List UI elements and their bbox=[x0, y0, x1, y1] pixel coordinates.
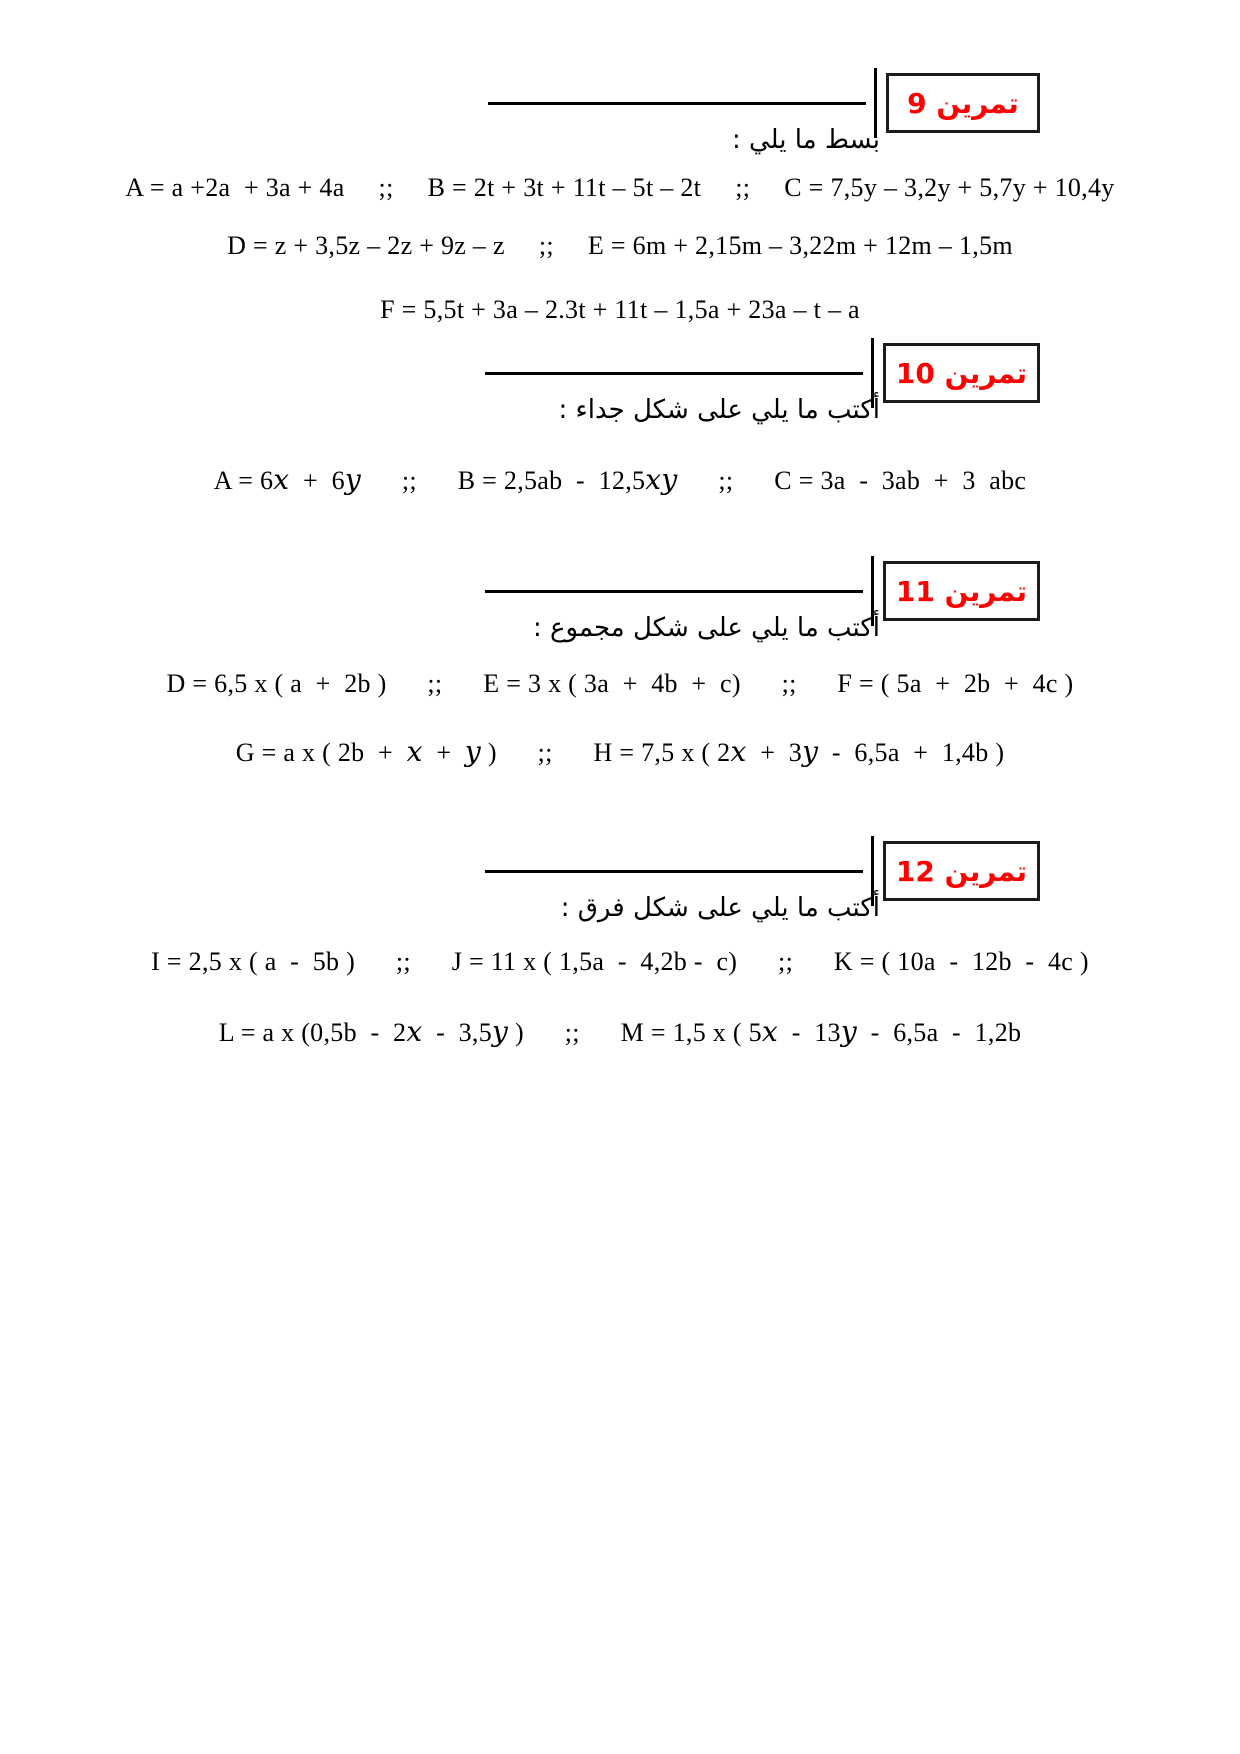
equation-line bbox=[0, 460, 1240, 501]
equation-line bbox=[0, 942, 1240, 982]
equation-line bbox=[0, 1012, 1240, 1053]
equation-text: D = 6,5 x ( a + 2b ) ;; E = 3 x ( 3a + 4b + c) ;; F = ( 5a + 2b + 4c ) bbox=[166, 669, 1074, 698]
exercise-title: تمرين 9 bbox=[907, 86, 1019, 120]
script-variable: x bbox=[406, 735, 423, 768]
equation-text: G = a x ( 2b + bbox=[235, 738, 407, 767]
equation-line bbox=[0, 168, 1240, 208]
header-rule-line bbox=[485, 590, 863, 593]
exercise-section bbox=[0, 838, 1240, 1053]
equation-line bbox=[0, 732, 1240, 773]
equation-text: + 6 bbox=[289, 466, 345, 495]
equation-text: + bbox=[422, 738, 465, 767]
equation-text: A = 6 bbox=[213, 466, 274, 495]
equation-text: ) ;; M = 1,5 x ( 5 bbox=[508, 1018, 762, 1047]
equation-lines bbox=[0, 942, 1240, 1053]
equation-text: ;; B = 2,5ab - 12,5 bbox=[361, 466, 646, 495]
equation-text: - 13 bbox=[778, 1018, 841, 1047]
script-variable: y bbox=[840, 1015, 858, 1048]
equation-text: - 3,5 bbox=[422, 1018, 493, 1047]
script-variable: y bbox=[802, 735, 819, 768]
exercise-instruction: أكتب ما يلي على شكل فرق : bbox=[560, 893, 880, 923]
equation-text: ;; C = 3a - 3ab + 3 abc bbox=[677, 466, 1027, 495]
exercise-section bbox=[0, 558, 1240, 773]
exercise-title-box bbox=[883, 343, 1040, 403]
exercise-title: تمرين 10 bbox=[895, 356, 1027, 390]
equation-lines bbox=[0, 460, 1240, 501]
equation-text: D = z + 3,5z – 2z + 9z – z ;; E = 6m + 2,15m – 3,22m + 12m – 1,5m bbox=[227, 231, 1013, 260]
exercise-title: تمرين 12 bbox=[895, 854, 1027, 888]
exercise-instruction: أكتب ما يلي على شكل مجموع : bbox=[532, 613, 880, 643]
script-variable: x bbox=[273, 463, 290, 496]
script-variable: y bbox=[344, 463, 362, 496]
exercise-section bbox=[0, 70, 1240, 330]
equation-text: + 3 bbox=[746, 738, 803, 767]
header-rule-line bbox=[485, 870, 863, 873]
script-variable: x bbox=[730, 735, 747, 768]
equation-text: I = 2,5 x ( a - 5b ) ;; J = 11 x ( 1,5a - 4,2b - c) ;; K = ( 10a - 12b - 4c ) bbox=[151, 947, 1089, 976]
equation-text: - 6,5a + 1,4b ) bbox=[818, 738, 1005, 767]
equation-line bbox=[0, 290, 1240, 330]
equation-line bbox=[0, 226, 1240, 266]
exercise-section bbox=[0, 340, 1240, 501]
exercise-instruction: بسط ما يلي : bbox=[731, 125, 880, 155]
equation-lines bbox=[0, 664, 1240, 773]
header-rule-line bbox=[488, 102, 866, 105]
equation-text: L = a x (0,5b - 2 bbox=[218, 1018, 407, 1047]
equation-text: - 6,5a - 1,2b bbox=[857, 1018, 1022, 1047]
equation-text: ) ;; H = 7,5 x ( 2 bbox=[481, 738, 731, 767]
script-variable: x bbox=[761, 1015, 779, 1048]
exercise-title-box bbox=[883, 561, 1040, 621]
script-variable: xy bbox=[645, 463, 678, 496]
script-variable: x bbox=[406, 1015, 423, 1048]
equation-text: F = 5,5t + 3a – 2.3t + 11t – 1,5a + 23a – t – a bbox=[380, 295, 860, 324]
script-variable: y bbox=[464, 735, 482, 768]
equation-line bbox=[0, 664, 1240, 704]
exercise-title-box bbox=[886, 73, 1040, 133]
equation-lines bbox=[0, 168, 1240, 330]
header-rule-line bbox=[485, 372, 863, 375]
exercise-instruction: أكتب ما يلي على شكل جداء : bbox=[558, 395, 880, 425]
exercise-title: تمرين 11 bbox=[895, 574, 1027, 608]
script-variable: y bbox=[492, 1015, 509, 1048]
equation-text: A = a +2a + 3a + 4a ;; B = 2t + 3t + 11t – 5t – 2t ;; C = 7,5y – 3,2y + 5,7y + 10,4y bbox=[125, 173, 1115, 202]
exercise-title-box bbox=[883, 841, 1040, 901]
